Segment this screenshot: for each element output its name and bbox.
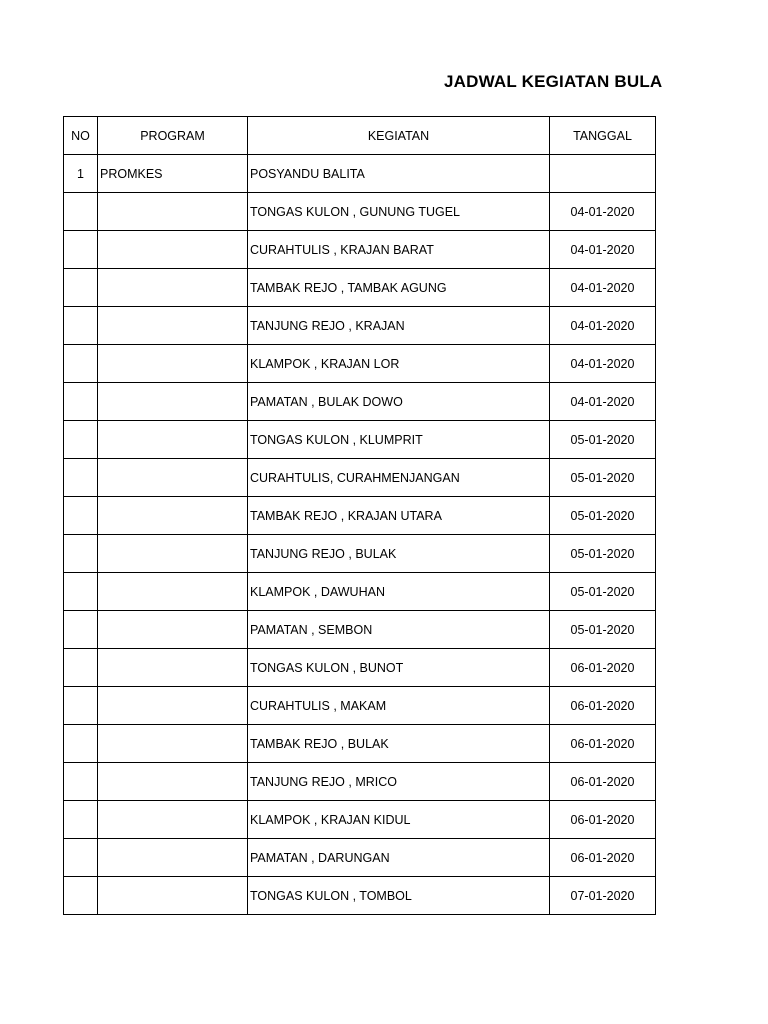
table-row [64, 725, 656, 763]
cell-kegiatan: PAMATAN , DARUNGAN [248, 839, 550, 877]
table-row [64, 307, 656, 345]
cell-kegiatan: CURAHTULIS , MAKAM [248, 687, 550, 725]
cell-kegiatan: TANJUNG REJO , KRAJAN [248, 307, 550, 345]
header-no: NO [64, 117, 98, 155]
cell-tanggal: 06-01-2020 [550, 725, 656, 763]
cell-program [98, 459, 248, 497]
cell-program [98, 763, 248, 801]
table-row [64, 535, 656, 573]
cell-program [98, 231, 248, 269]
cell-kegiatan: PAMATAN , SEMBON [248, 611, 550, 649]
cell-kegiatan: PAMATAN , BULAK DOWO [248, 383, 550, 421]
cell-program [98, 269, 248, 307]
header-tanggal: TANGGAL [550, 117, 656, 155]
cell-program [98, 839, 248, 877]
cell-no [64, 611, 98, 649]
cell-program [98, 193, 248, 231]
cell-no [64, 687, 98, 725]
cell-tanggal: 06-01-2020 [550, 763, 656, 801]
cell-kegiatan: KLAMPOK , KRAJAN LOR [248, 345, 550, 383]
header-program: PROGRAM [98, 117, 248, 155]
cell-tanggal: 04-01-2020 [550, 383, 656, 421]
header-kegiatan: KEGIATAN [248, 117, 550, 155]
cell-no [64, 345, 98, 383]
cell-tanggal: 05-01-2020 [550, 573, 656, 611]
cell-kegiatan: TONGAS KULON , BUNOT [248, 649, 550, 687]
cell-no: 1 [64, 155, 98, 193]
table-row [64, 269, 656, 307]
cell-program [98, 649, 248, 687]
table-row [64, 231, 656, 269]
table-row [64, 649, 656, 687]
cell-no [64, 763, 98, 801]
cell-kegiatan: TAMBAK REJO , TAMBAK AGUNG [248, 269, 550, 307]
cell-tanggal: 04-01-2020 [550, 269, 656, 307]
cell-tanggal: 06-01-2020 [550, 801, 656, 839]
cell-kegiatan: TANJUNG REJO , BULAK [248, 535, 550, 573]
cell-tanggal: 06-01-2020 [550, 687, 656, 725]
table-row [64, 877, 656, 915]
cell-program [98, 725, 248, 763]
table-row [64, 459, 656, 497]
cell-no [64, 573, 98, 611]
cell-kegiatan: POSYANDU BALITA [248, 155, 550, 193]
header-row [64, 117, 656, 155]
table-row [64, 839, 656, 877]
cell-no [64, 649, 98, 687]
table-row [64, 573, 656, 611]
cell-tanggal: 06-01-2020 [550, 839, 656, 877]
cell-kegiatan: TONGAS KULON , KLUMPRIT [248, 421, 550, 459]
cell-kegiatan: TAMBAK REJO , KRAJAN UTARA [248, 497, 550, 535]
cell-program [98, 611, 248, 649]
cell-no [64, 231, 98, 269]
cell-no [64, 307, 98, 345]
table-row [64, 763, 656, 801]
cell-no [64, 877, 98, 915]
cell-program [98, 573, 248, 611]
cell-tanggal: 07-01-2020 [550, 877, 656, 915]
cell-tanggal: 06-01-2020 [550, 649, 656, 687]
cell-tanggal: 05-01-2020 [550, 459, 656, 497]
table-row [64, 193, 656, 231]
cell-program [98, 345, 248, 383]
cell-no [64, 535, 98, 573]
table-row [64, 345, 656, 383]
table-row [64, 611, 656, 649]
cell-program [98, 421, 248, 459]
cell-tanggal: 05-01-2020 [550, 421, 656, 459]
cell-program [98, 877, 248, 915]
cell-no [64, 421, 98, 459]
cell-program [98, 307, 248, 345]
cell-tanggal [550, 155, 656, 193]
cell-tanggal: 04-01-2020 [550, 307, 656, 345]
cell-kegiatan: KLAMPOK , KRAJAN KIDUL [248, 801, 550, 839]
cell-tanggal: 04-01-2020 [550, 193, 656, 231]
cell-tanggal: 04-01-2020 [550, 231, 656, 269]
cell-tanggal: 05-01-2020 [550, 611, 656, 649]
table-row [64, 497, 656, 535]
cell-no [64, 801, 98, 839]
cell-program [98, 535, 248, 573]
cell-tanggal: 04-01-2020 [550, 345, 656, 383]
cell-program: PROMKES [98, 155, 248, 193]
cell-tanggal: 05-01-2020 [550, 535, 656, 573]
cell-no [64, 193, 98, 231]
cell-no [64, 839, 98, 877]
cell-program [98, 383, 248, 421]
cell-no [64, 459, 98, 497]
table-row [64, 383, 656, 421]
cell-kegiatan: KLAMPOK , DAWUHAN [248, 573, 550, 611]
table-row [64, 155, 656, 193]
cell-no [64, 725, 98, 763]
cell-no [64, 269, 98, 307]
table-row [64, 421, 656, 459]
cell-kegiatan: TANJUNG REJO , MRICO [248, 763, 550, 801]
document-title: JADWAL KEGIATAN BULA [444, 72, 663, 91]
cell-no [64, 383, 98, 421]
schedule-table [63, 116, 656, 915]
cell-program [98, 497, 248, 535]
cell-kegiatan: TONGAS KULON , TOMBOL [248, 877, 550, 915]
cell-kegiatan: TONGAS KULON , GUNUNG TUGEL [248, 193, 550, 231]
cell-program [98, 801, 248, 839]
cell-kegiatan: CURAHTULIS, CURAHMENJANGAN [248, 459, 550, 497]
table-row [64, 801, 656, 839]
table-row [64, 687, 656, 725]
cell-kegiatan: TAMBAK REJO , BULAK [248, 725, 550, 763]
cell-tanggal: 05-01-2020 [550, 497, 656, 535]
cell-no [64, 497, 98, 535]
cell-kegiatan: CURAHTULIS , KRAJAN BARAT [248, 231, 550, 269]
cell-program [98, 687, 248, 725]
